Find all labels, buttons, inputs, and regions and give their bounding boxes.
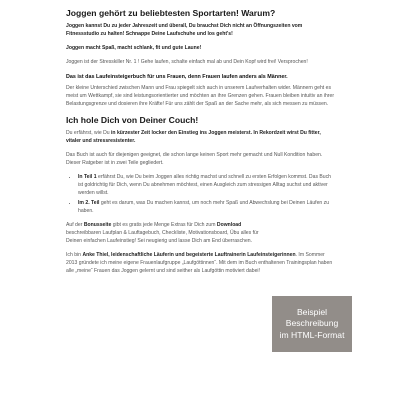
text-span: geht es darum, was Du machen kannst, um noch mehr Spaß und Abwechslung bei Deinen Läufen zu haben.: [78, 200, 330, 215]
paragraph-anytime: Joggen kannst Du zu jeder Jahreszeit und überall, Du brauchst Dich nicht an Öffnungszeiten vom Fitnessstudio zu halten! Schnappe Deine Laufschuhe und los geht's!: [66, 23, 303, 38]
text-span: Ich bin: [66, 251, 83, 258]
text-span-bold: Anke Thiel, leidenschaftliche Läuferin und begeisterte Lauftrainerin: [82, 251, 246, 258]
paragraph-stresskiller: Joggen ist der Stresskiller Nr. 1 ! Gehe laufen, schalte einfach mal ab und Dein Kopf wird frei! Versprochen!: [66, 58, 308, 65]
heading-couch: Ich hole Dich von Deiner Couch!: [66, 114, 199, 125]
description-document: [66, 8, 336, 282]
text-span-bold: Laufeinsteigerinnen: [247, 251, 296, 258]
parts-list: [66, 174, 336, 216]
text-span: . Im Sommer 2013 gründete ich meine eigene Frauenlaufgruppe „Laufgöttinnen“. Mit dem im Buch enthaltenen Trainingsplan haben alle „meine“ Frauen das Joggen gelernt und sind seither als Laufgöttin motiviert dabei!: [66, 251, 333, 274]
text-span-bold: Bonusseite: [83, 222, 112, 229]
example-description-badge: [272, 296, 352, 352]
list-item: [78, 200, 336, 216]
text-span-bold: In Teil 1: [78, 173, 97, 180]
heading-why-jogging: Joggen gehört zu beliebtesten Sportarten! Warum?: [66, 8, 276, 18]
badge-line-3: im HTML-Format: [279, 329, 345, 340]
text-span: erfährst Du, wie Du beim Joggen alles richtig machst und schnell zu ersten Erfolgen kommst. Das Buch ist goldrichtig für Dich, wenn Du abnehmen möchtest, einen Ausgleich zum stressigen Alltag suchst und aktiver werden willst.: [78, 173, 332, 196]
text-span: Du erfährst, wie Du: [66, 130, 112, 137]
paragraph-difference: Der kleine Unterschied zwischen Mann und Frau spiegelt sich auch in unserem Laufverhalten wider. Männern geht es meist um Wettkampf, sie sind leistungsorientierter und möchten an ihre Grenzen gehen. Frauen bleiben intuitiv an ihrer Belastungsgrenze und dosieren ihre Kräfte! Für uns zählt der Spaß an der Sache mehr, als sich messen zu müssen.: [66, 85, 335, 108]
text-span-bold: in kürzester Zeit locker den Einstieg ins Joggen meisterst. In Rekordzeit wirst Du fitter, vitaler und stressresistenter.: [66, 130, 321, 145]
paragraph-learn: [66, 130, 336, 146]
text-span: beschreibbaren Laufplan & Lauftagebuch, Checkliste, Motivationsboard, Übu alles für Deinen einfachen Laufeinstieg! Sei neugierig und lasse Dich am End überraschen.: [66, 230, 259, 245]
paragraph-author: [66, 252, 336, 276]
paragraph-suitable: Das Buch ist auch für diejenigen geeignet, die schon lange keinen Sport mehr gemacht und Null Kondition haben. Dieser Ratgeber ist in zwei Teile gegliedert.: [66, 152, 323, 166]
list-item: [78, 174, 336, 198]
paragraph-fun: Joggen macht Spaß, macht schlank, fit und gute Laune!: [66, 45, 202, 52]
subheading-women-book: Das ist das Laufeinsteigerbuch für uns Frauen, denn Frauen laufen anders als Männer.: [66, 73, 288, 80]
badge-line-1: Beispiel: [296, 307, 328, 318]
badge-line-2: Beschreibung: [285, 318, 339, 329]
text-span: Auf der: [66, 222, 84, 229]
text-span: gibt es gratis jede Menge Extras für Dich zum: [111, 222, 217, 229]
paragraph-bonus: [66, 222, 271, 246]
text-span-bold: Download: [216, 222, 242, 229]
text-span-bold: Im 2. Teil: [78, 200, 100, 207]
